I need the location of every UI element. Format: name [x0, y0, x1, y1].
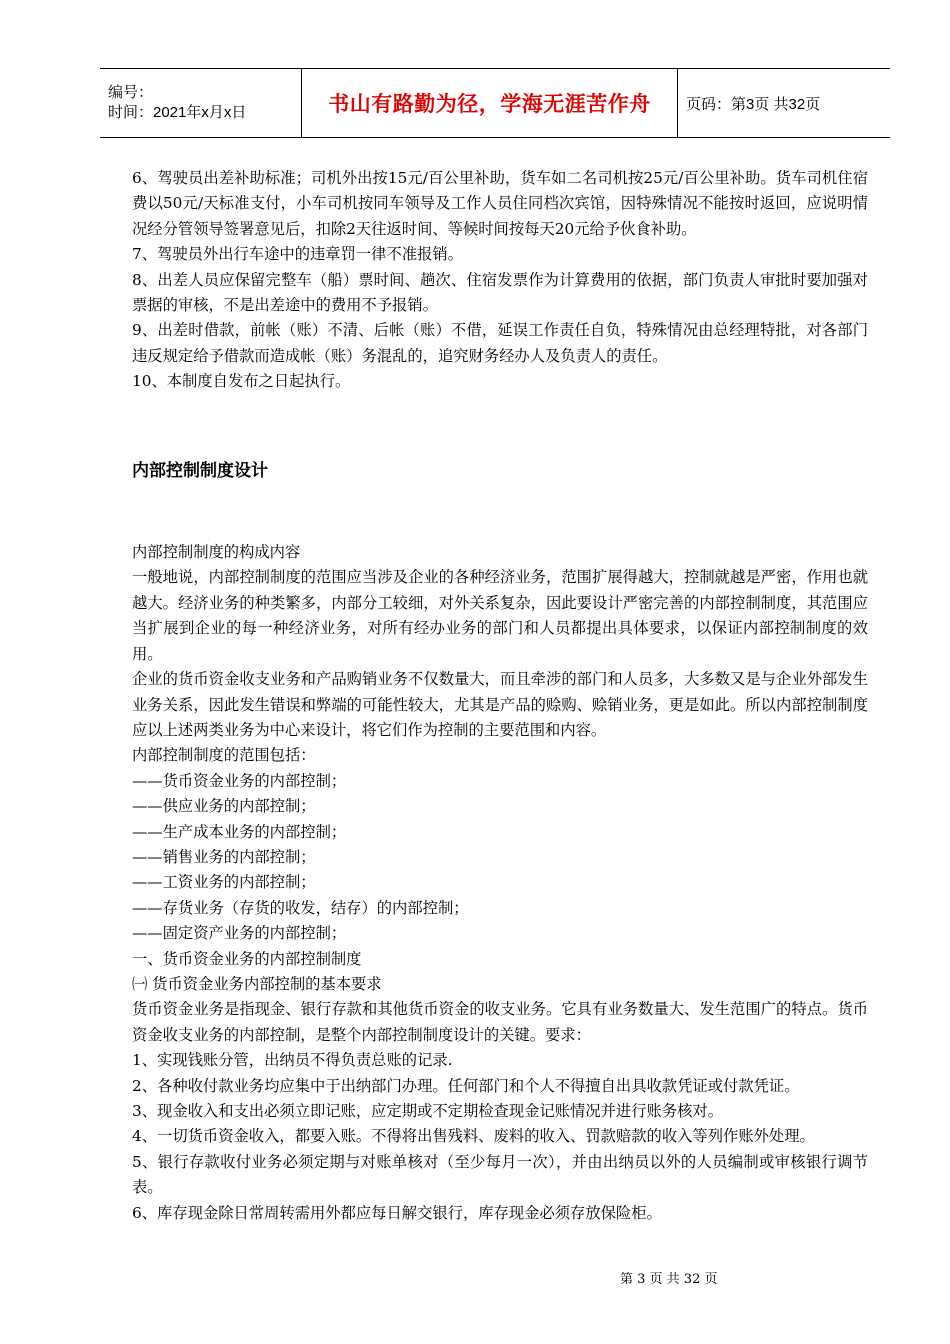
document-number-label: 编号：: [108, 84, 154, 101]
paragraph: 企业的货币资金收支业务和产品购销业务不仅数量大，而且牵涉的部门和人员多，大多数又是与企业外部发生业务关系，因此发生错误和弊端的可能性较大，尤其是产品的赊购、赊销业务，更是如此。所以内部控制制度应以上述两类业务为中心来设计，将它们作为控制的主要范围和内容。: [132, 670, 868, 739]
section-title: 内部控制制度设计: [132, 460, 268, 481]
document-header: [100, 68, 890, 138]
header-motto: 书山有路勤为径，学海无涯苦作舟: [328, 92, 651, 116]
list-item: ——固定资产业务的内部控制；: [132, 924, 347, 943]
header-page-cell: [678, 69, 890, 137]
subheading: 一、货币资金业务的内部控制制度: [132, 949, 362, 968]
document-time-label: 时间：2021年x月x日: [108, 104, 247, 121]
subheading: ㈠ 货币资金业务内部控制的基本要求: [132, 974, 382, 993]
paragraph: 1、实现钱账分管，出纳员不得负责总账的记录.: [132, 1051, 453, 1070]
paragraph: 3、现金收入和支出必须立即记账，应定期或不定期检查现金记账情况并进行账务核对。: [132, 1102, 724, 1120]
paragraph: 10、本制度自发布之日起执行。: [132, 372, 351, 391]
header-meta: [100, 69, 302, 137]
list-item: ——工资业务的内部控制；: [132, 873, 316, 892]
paragraph: 4、一切货币资金收入，都要入账。不得将出售残料、废料的收入、罚款赔款的收入等列作账外处理。: [132, 1127, 815, 1146]
list-item: ——销售业务的内部控制；: [132, 847, 316, 866]
list-item: ——货币资金业务的内部控制；: [132, 771, 347, 790]
list-item: ——生产成本业务的内部控制；: [132, 822, 347, 841]
paragraph: 货币资金业务是指现金、银行存款和其他货币资金的收支业务。它具有业务数量大、发生范围广的特点。货币资金收支业务的内部控制，是整个内部控制制度设计的关键。要求：: [132, 1000, 868, 1044]
document-body: [132, 166, 868, 1226]
page-number: 第 3 页 共 32 页: [620, 1272, 718, 1287]
paragraph: 内部控制制度的构成内容: [132, 543, 301, 562]
paragraph: 9、出差时借款，前帐（账）不清、后帐（账）不借，延误工作责任自负，特殊情况由总经理特批，对各部门违反规定给予借款而造成帐（账）务混乱的，追究财务经办人及负责人的责任。: [132, 321, 868, 365]
paragraph: 内部控制制度的范围包括：: [132, 746, 316, 765]
list-item: ——供应业务的内部控制；: [132, 797, 316, 816]
header-page-label: 页码：第3页 共32页: [686, 95, 821, 113]
paragraph: 2、各种收付款业务均应集中于出纳部门办理。任何部门和个人不得擅自出具收款凭证或付款凭证。: [132, 1076, 800, 1095]
paragraph: 一般地说，内部控制制度的范围应当涉及企业的各种经济业务，范围扩展得越大，控制就越是严密，作用也就越大。经济业务的种类繁多，内部分工较细，对外关系复杂，因此要设计严密完善的内部控制制度，其范围应当扩展到企业的每一种经济业务，对所有经办业务的部门和人员都提出具体要求，以保证内部控制制度的效用。: [132, 568, 868, 663]
header-motto-cell: [302, 69, 678, 137]
paragraph: 6、库存现金除日常周转需用外都应每日解交银行，库存现金必须存放保险柜。: [132, 1203, 662, 1222]
paragraph-group-main: [132, 540, 868, 1226]
paragraph: 5、银行存款收付业务必须定期与对账单核对（至少每月一次），并由出纳员以外的人员编制或审核银行调节表。: [132, 1152, 868, 1197]
list-item: ——存货业务（存货的收发，结存）的内部控制；: [132, 898, 469, 917]
paragraph: 6、驾驶员出差补助标准；司机外出按15元/百公里补助，货车如二名司机按25元/百公里补助。货车司机住宿费以50元/天标准支付，小车司机按同车领导及工作人员住同档次宾馆，因特殊情况不能按时返回，应说明情况经分管领导签署意见后，扣除2天往返时间、等候时间按每天20元给予伙食补助。: [132, 169, 868, 238]
paragraph: 7、驾驶员外出行车途中的违章罚一律不准报销。: [132, 245, 463, 264]
paragraph-group-top: [132, 166, 868, 395]
paragraph: 8、出差人员应保留完整车（船）票时间、趟次、住宿发票作为计算费用的依据，部门负责人审批时要加强对票据的审核，不是出差途中的费用不予报销。: [132, 270, 868, 315]
